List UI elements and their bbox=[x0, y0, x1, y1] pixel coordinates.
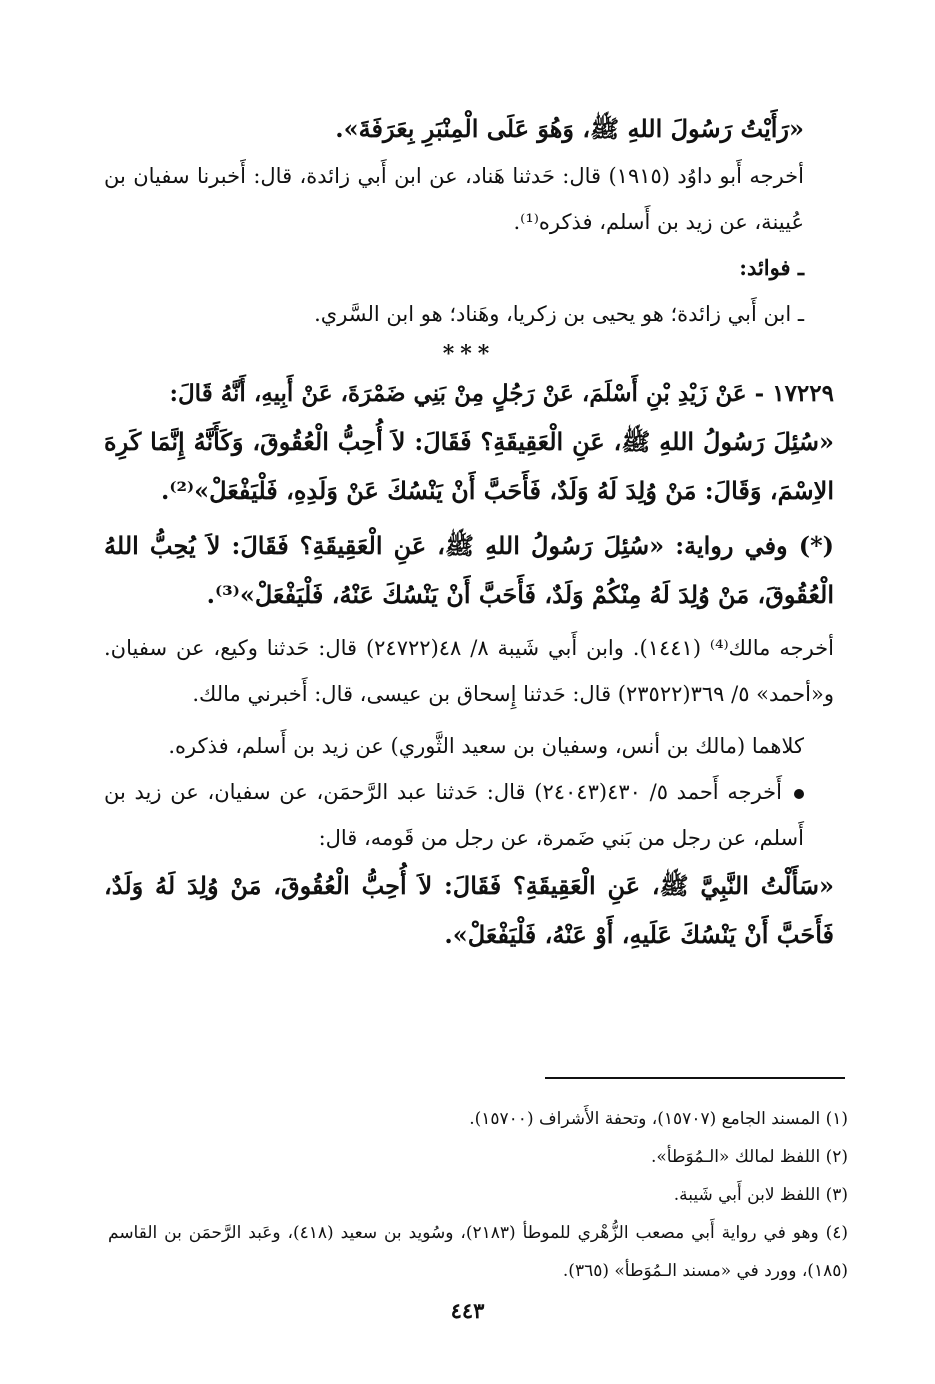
kilahuma-paragraph: كلاهما (مالك بن أنس، وسفيان بن سعيد الثَّوري) عن زيد بن أَسلم، فذكره. bbox=[168, 734, 804, 758]
fawaid-item: ـ ابن أَبي زائدة؛ هو يحيى بن زكريا، وهَناد؛ هو ابن السَّري. bbox=[314, 302, 804, 326]
fawaid-heading: ـ فوائد: bbox=[739, 255, 804, 280]
footnote: (١) المسند الجامع (١٥٧٠٧)، وتحفة الأَشراف (١٥٧٠٠). bbox=[469, 1109, 848, 1129]
footnote: (٤) وهو في رواية أَبي مصعب الزُّهْري للموطأ (٢١٨٣)، وسُويد بن سعيد (٤١٨)، وعَبد الرَّحمَن بن القاسم (١٨٥)، وورد في «مسند الـمُوَطأ» (٣٦٥). bbox=[108, 1223, 848, 1281]
hadith-text: «سُئِلَ رَسُولُ اللهِ ﷺ، عَنِ الْعَقِيقَةِ؟ فَقَالَ: لاَ أُحِبُّ الْعُقُوقَ، وَكَأَنَّهُ إِنَّمَا كَرِهَ الاِسْمَ، وَقَالَ: مَنْ وُلِدَ لَهُ وَلَدٌ، فَأَحَبَّ أَنْ يَنْسُكَ عَنْ وَلَدِهِ، فَلْيَفْعَلْ»⁽²⁾. bbox=[104, 427, 834, 505]
takhrij-paragraph: أخرجه أَبو داوُد (١٩١٥) قال: حَدثنا هَناد، عن ابن أَبي زائدة، قال: أَخبرنا سفيان بن عُيينة، عن زيد بن أَسلم، فذكره⁽¹⁾. bbox=[104, 164, 804, 234]
riwaya-paragraph: (*) وفي رواية: «سُئِلَ رَسُولُ اللهِ ﷺ، عَنِ الْعَقِيقَةِ؟ فَقَالَ: لاَ يُحِبُّ اللهُ الْعُقُوقَ، مَنْ وُلِدَ لَهُ مِنْكُمْ وَلَدٌ، فَأَحَبَّ أَنْ يَنْسُكَ عَنْهُ، فَلْيَفْعَلْ»⁽³⁾. bbox=[104, 531, 834, 609]
footnotes bbox=[108, 1100, 848, 1290]
section-divider-stars: *** bbox=[442, 341, 496, 367]
takhrij-paragraph: أخرجه مالك⁽⁴⁾ (١٤٤١). وابن أَبي شَيبة ٨/ ٤٨(٢٤٧٢٢) قال: حَدثنا وكيع، عن سفيان. و«أحمد» ٥/ ٣٦٩(٢٣٥٢٢) قال: حَدثنا إِسحاق بن عيسى، قال: أَخبرني مالك. bbox=[104, 636, 834, 706]
hadith-header: ١٧٢٢٩ - عَنْ زَيْدِ بْنِ أَسْلَمَ، عَنْ رَجُلٍ مِنْ بَنِي ضَمْرَةَ، عَنْ أَبِيهِ، أَنَّهُ قَالَ: bbox=[169, 380, 834, 407]
footnote: (٣) اللفظ لابن أَبي شَيبة. bbox=[673, 1185, 848, 1205]
takhrij-bullet-paragraph bbox=[104, 769, 834, 861]
bullet-icon bbox=[794, 789, 804, 799]
takhrij-text: أَخرجه أَحمد ٥/ ٤٣٠(٢٤٠٤٣) قال: حَدثنا عبد الرَّحمَن، عن سفيان، عن زيد بن أَسلم، عن رجل من بَني ضَمرة، عن رجل من قَومه، قال: bbox=[104, 780, 804, 850]
footnote-separator bbox=[545, 1077, 845, 1079]
main-text bbox=[104, 104, 834, 959]
hadith-quote: «رَأَيْتُ رَسُولَ اللهِ ﷺ، وَهُوَ عَلَى الْمِنْبَرِ بِعَرَفَةَ». bbox=[335, 114, 804, 143]
page-number: ٤٤٣ bbox=[450, 1298, 485, 1323]
footnote: (٢) اللفظ لمالك «الـمُوَطأ». bbox=[651, 1147, 848, 1167]
hadith-quote: «سَأَلْتُ النَّبِيَّ ﷺ، عَنِ الْعَقِيقَةِ؟ فَقَالَ: لاَ أُحِبُّ الْعُقُوقَ، مَنْ وُلِدَ لَهُ وَلَدٌ، فَأَحَبَّ أَنْ يَنْسُكَ عَلَيهِ، أَوْ عَنْهُ، فَلْيَفْعَلْ». bbox=[104, 871, 834, 949]
